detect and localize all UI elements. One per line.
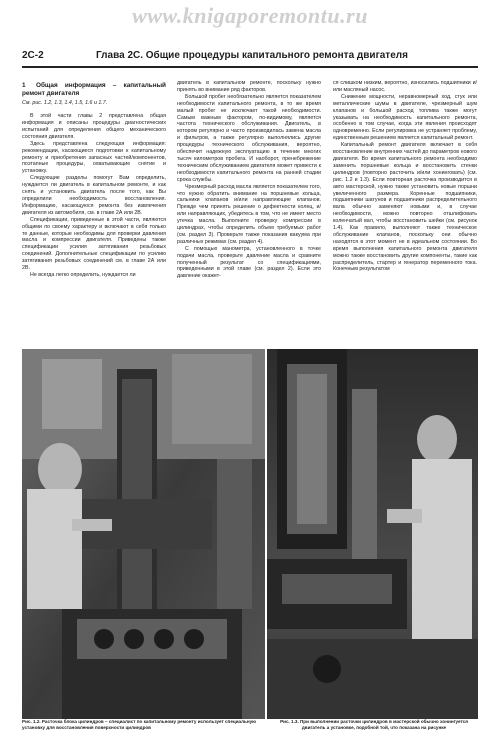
- paragraph: двигатель в капитальном ремонте, поскольку нужно принять во внимание ряд факторов.: [177, 80, 321, 93]
- paragraph: Спецификации, приведенные в этой части, являются общими по своему характеру и включают в себя только те данные, которые необходимы для проверки давления масла и компрессии двигателя. Приведены также спецификации усилия затягивания резьбовых соединений. Дополнительные спецификации по усилию затягивания резьбовых соединений см. в главе 2А или 2В.: [22, 216, 166, 272]
- paragraph: В этой части главы 2 представлена общая информация и описаны процедуры диагностических испытаний для определения общего механического состояния двигателя.: [22, 113, 166, 140]
- paragraph: Не всегда легко определить, нуждается ли: [30, 271, 136, 278]
- section-heading: [22, 82, 166, 97]
- chapter-title: Глава 2С. Общие процедуры капитального ремонта двигателя: [96, 50, 408, 61]
- text-column-3: [333, 80, 477, 273]
- paragraph: Снижение мощности, неравномерный ход, стук или металлические шумы в двигателе, чрезмерный шум клапанов и большой расход топлива также могут указывать на необходимость капитального ремонта, особенно в том случае, когда эти явления происходят одновременно. Если регулировка не устраняет проблему, единственным решением является капитальный ремонт.: [333, 93, 477, 142]
- section-title: Общая информация – капитальный ремонт двигателя: [22, 82, 166, 97]
- paragraph: Большой пробег необязательно является показателем необходимости капитального ремонта, в то же время малый пробег не исключает такой необходимости. Самым важным фактором, по-видимому, является частота технического обслуживания. Двигатель, в котором регулярно и часто производилась замена масла и фильтров, а также регулярно выполнялись другие процедуры технического обслуживания, вероятно, обеспечит надежную эксплуатацию в течение многих тысяч километров пробега. И наоборот, пренебрежение техническим обслуживанием двигателя может привести к необходимости капитального ремонта на ранней стадии срока службы.: [177, 93, 321, 183]
- paragraph: Капитальный ремонт двигателя включает в себя восстановление внутренних частей до параметров нового двигателя. Во время капитального ремонта необходимо заменить поршневые кольца и восстановить стенки цилиндров (повторно расточить и/или хонинговать) (см. рис. 1.2 и 1.3). Если повторная расточка производится в авто мастерской, нужно также установить новые поршни увеличенного размера. Коренные подшипники, подшипники шатунов и подшипники распределительного вала обычно заменяют новыми и, в случае необходимости, можно повторно отшлифовать коленчатый вал, чтобы восстановить шейки (см. рисунок 1.4). Как правило, выполняют также техническое обслуживание клапанов, поскольку они обычно находятся в этот момент не в идеальном состоянии. Во время выполнения капитального ремонта двигателя можно также восстановить другие компоненты, такие как распределитель, стартер и генератор переменного тока. Конечным результатом: [333, 142, 477, 273]
- text-column-1: [22, 82, 166, 279]
- figure-references: См. рис. 1.2, 1.3, 1.4, 1.5, 1.6 и 1.7.: [22, 100, 108, 107]
- paragraph: Следующие разделы помогут Вам определить, нуждается ли двигатель в капитальном ремонте, и как снять и установить двигатель после того, как Вы определили необходимость восстановления. Информацию, касающуюся ремонта без извлечения двигателя из автомобиля, см. в главе 2А или 2В.: [22, 175, 166, 216]
- boring-machine-photo: [22, 349, 265, 719]
- figure-1-3-caption: Рис. 1.3. При выполнении расточки цилиндров в мастерской обычно хонингуется двигатель а установке, подобной той, что показана на рисунке: [280, 719, 468, 730]
- section-number: 1: [22, 82, 26, 89]
- site-watermark: www.knigaporemontu.ru: [132, 3, 368, 28]
- figure-1-2-photo: [22, 349, 265, 719]
- text-column-2: [177, 80, 321, 280]
- page-number: 2С-2: [22, 50, 44, 61]
- figure-1-3-photo: [267, 349, 478, 719]
- paragraph: ся слишком низким, вероятно, износились подшипники и/или масляный насос.: [333, 80, 477, 93]
- header-rule: [22, 66, 478, 68]
- figure-1-2-caption: Рис. 1.2. Расточка блока цилиндров – специалист по капитальному ремонту использует специальную установку для восстановления поверхности цилиндров: [22, 719, 257, 730]
- paragraph: Здесь представлена следующая информация: рекомендации, касающиеся подготовки к капитальному ремонту и приобретения запасных частей/компонентов, поэтапные процедуры, охватывающие снятие и установку.: [22, 140, 166, 175]
- paragraph: Чрезмерный расход масла является показателем того, что нужно обратить внимание на поршневые кольца, сальники клапанов и/или направляющие клапанов. Прежде чем принять решение о дефектности колец, и/или направляющих, убедитесь в том, что не имеет место утечка масла. Выполните проверку компрессии в цилиндрах, чтобы определить объем требуемых работ (см. раздел 3). Проверьте также показания вакуума при различных режимах (см. раздел 4).: [177, 183, 321, 245]
- honing-machine-photo: [267, 349, 478, 719]
- paragraph: С помощью манометра, установленного в точке подачи масла, проверьте давление масла и сравните полученный результат со спецификациями, приведенными в этой главе (см. раздел 2). Если это давление окажет-: [177, 245, 321, 280]
